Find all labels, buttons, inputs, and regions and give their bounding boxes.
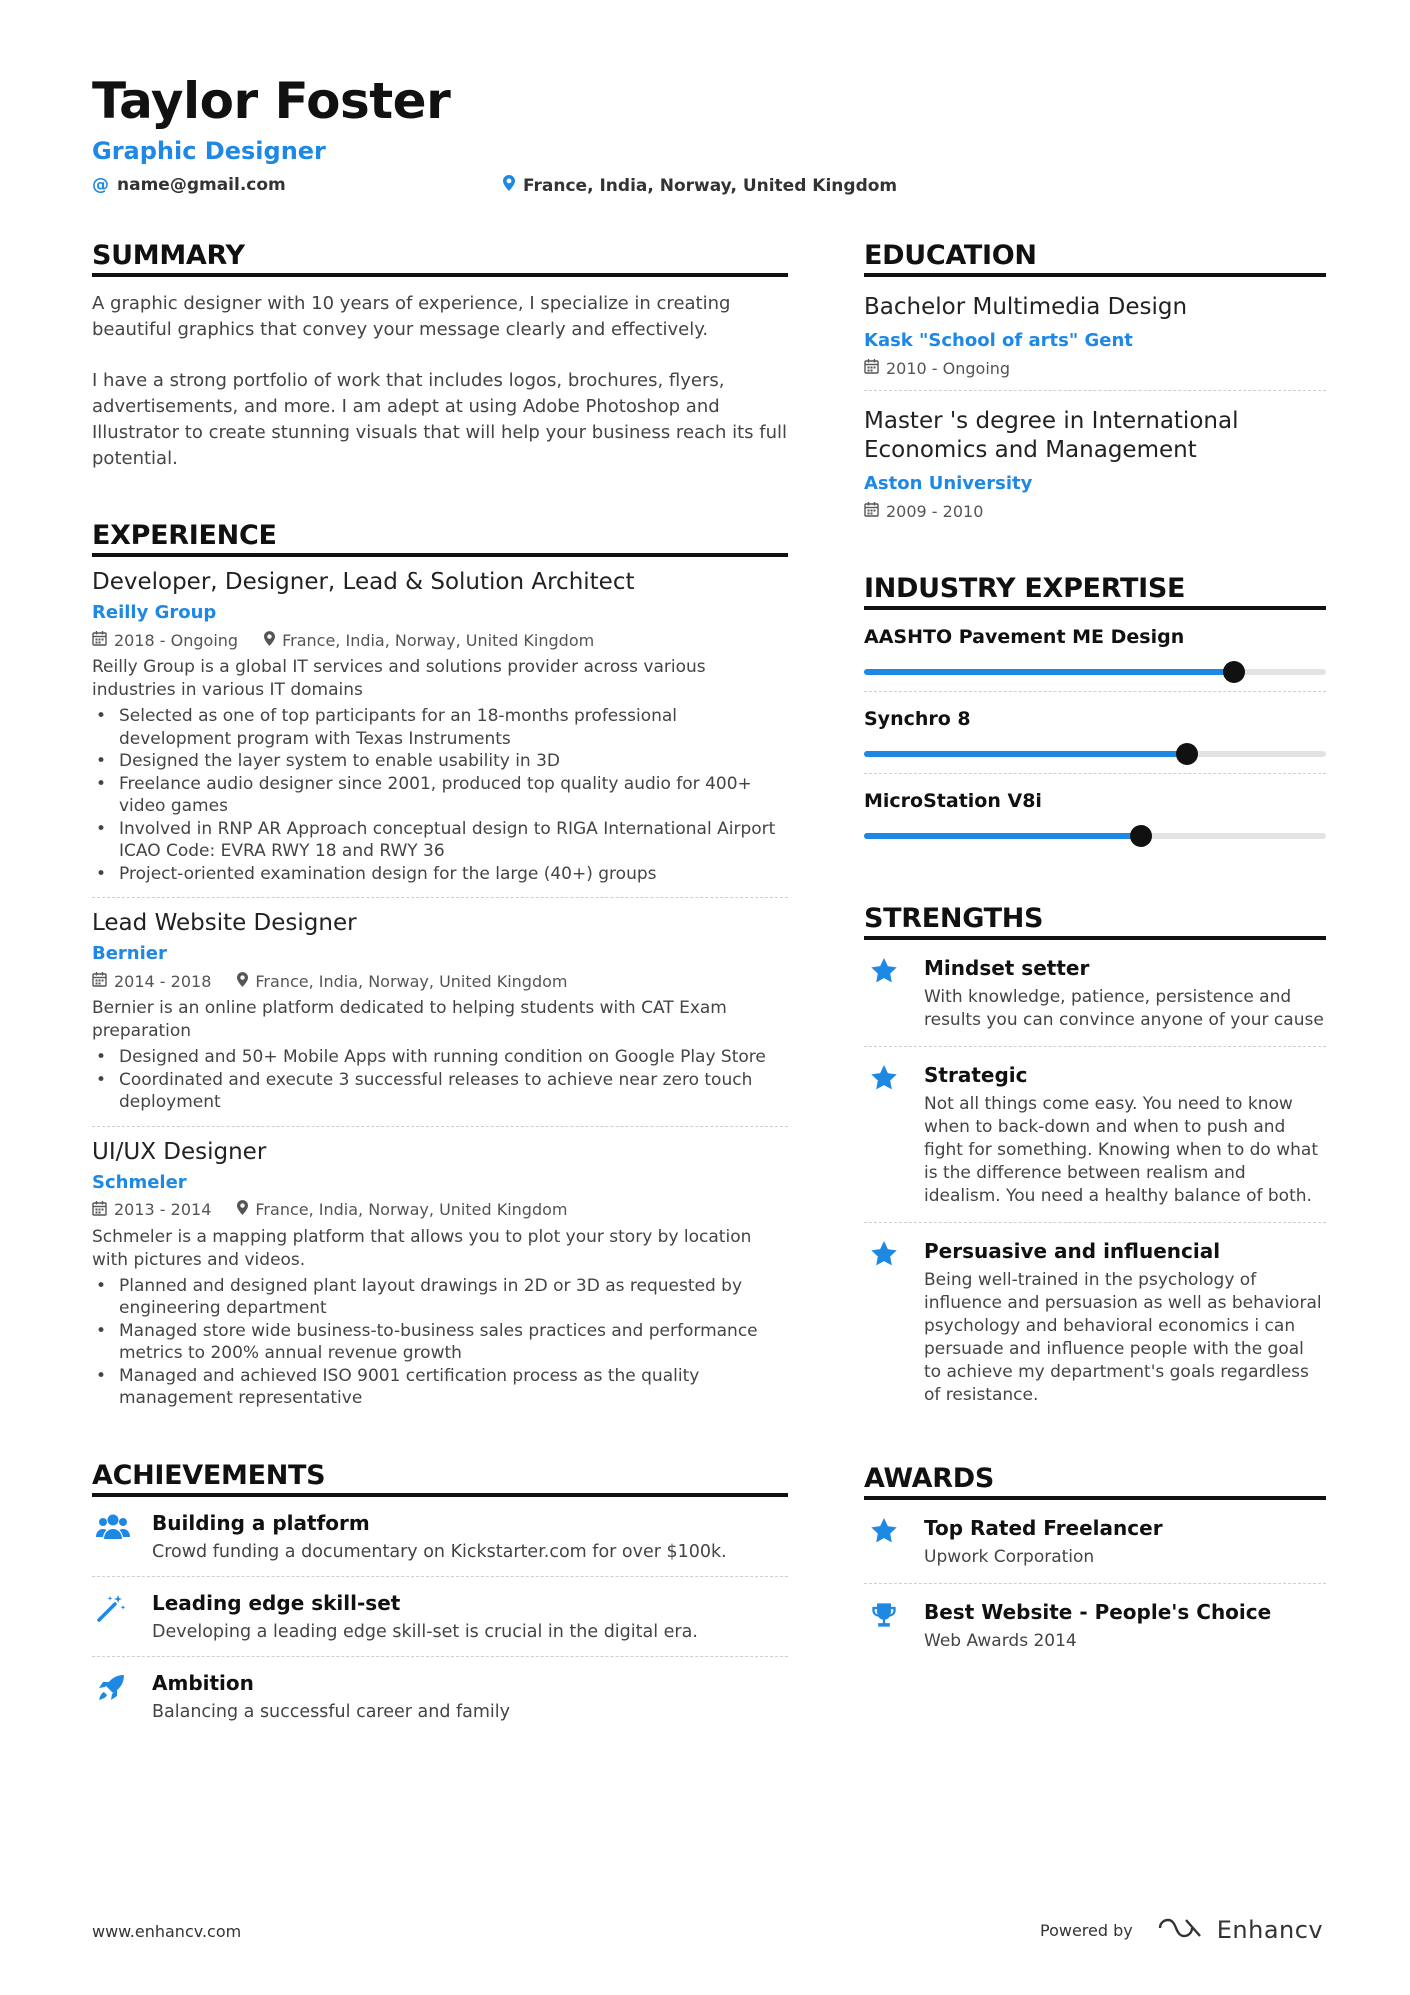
users-icon [92,1511,152,1562]
education-list [864,277,1326,533]
expertise-item [864,774,1326,855]
job-dates-text: 2013 - 2014 [114,1200,212,1219]
award-body [924,1516,1163,1569]
star-icon [864,1239,924,1407]
location-text: France, India, Norway, United Kingdom [523,175,898,196]
strength-description: Being well-trained in the psychology of influence and persuasion as well as behavioral psychology and behavioral economics i can persuade and influence people with the goal to achieve my department's goals regardless of resistance. [924,1270,1322,1405]
magic-wand-icon [92,1591,152,1642]
calendar-icon [92,971,107,991]
degree-title: Master 's degree in International Economics and Management [864,408,1239,463]
summary-section [92,240,788,472]
star-icon [864,1516,924,1569]
job-bullet: • Involved in RNP AR Approach conceptual design to RIGA International Airport ICAO Code: EVRA RWY 18 and RWY 36 [92,818,788,863]
award-body [924,1600,1271,1653]
expertise-bar-fill [864,833,1141,839]
achievement-item [92,1577,788,1657]
left-column [92,240,788,1736]
strengths-heading: STRENGTHS [864,903,1326,940]
awards-heading: AWARDS [864,1463,1326,1500]
experience-item [92,898,788,1127]
job-dates-text: 2014 - 2018 [114,971,212,991]
job-role: Developer, Designer, Lead & Solution Architect [92,569,635,595]
expertise-bar [864,833,1326,839]
education-dates-text: 2010 - Ongoing [886,358,1011,378]
education-item [864,391,1326,533]
expertise-bar [864,669,1326,675]
email-text[interactable]: name@gmail.com [117,175,286,195]
awards-list [864,1500,1326,1667]
education-dates [864,501,1326,521]
expertise-name: Synchro 8 [864,708,971,730]
calendar-icon [864,501,879,521]
job-description: Bernier is an online platform dedicated to helping students with CAT Exam preparation [92,998,727,1041]
job-bullets [92,705,788,885]
achievements-section [92,1460,788,1736]
strength-item [864,1223,1326,1421]
expertise-item [864,610,1326,692]
achievement-description: Developing a leading edge skill-set is crucial in the digital era. [152,1621,698,1642]
job-description: Schmeler is a mapping platform that allows you to plot your story by location with pictures and videos. [92,1226,752,1270]
enhancv-brand[interactable]: Enhancv [1216,1916,1324,1944]
calendar-icon [92,1200,107,1220]
expertise-list [864,610,1326,855]
rocket-icon [92,1671,152,1722]
expertise-bar-fill [864,751,1187,757]
strength-title: Strategic [924,1063,1028,1087]
calendar-icon [92,630,107,650]
school-name[interactable]: Kask "School of arts" Gent [864,330,1133,351]
strength-body [924,956,1326,1032]
education-item [864,277,1326,391]
award-item [864,1584,1326,1667]
job-bullet: • Freelance audio designer since 2001, produced top quality audio for 400+ video games [92,773,788,818]
degree-title: Bachelor Multimedia Design [864,294,1188,320]
job-bullet: • Designed and 50+ Mobile Apps with running condition on Google Play Store [92,1046,788,1069]
job-dates [92,630,238,650]
location-pin-icon [237,1200,248,1219]
job-meta [92,630,788,650]
achievement-title: Ambition [152,1670,254,1695]
strength-body [924,1063,1326,1208]
job-role: Lead Website Designer [92,910,357,936]
strength-item [864,940,1326,1047]
strength-description: Not all things come easy. You need to know when to back-down and when to push and fight for something. Knowing when to do what is the difference between realism and idealism. You need a healthy balance of both. [924,1094,1318,1206]
achievement-description: Crowd funding a documentary on Kickstarter.com for over $100k. [152,1541,727,1562]
expertise-name: MicroStation V8i [864,790,1042,812]
job-bullet: • Project-oriented examination design for the large (40+) groups [92,863,788,886]
job-bullets [92,1275,788,1410]
experience-heading: EXPERIENCE [92,520,788,557]
education-dates-text: 2009 - 2010 [886,501,984,521]
expertise-bar-knob [1223,661,1245,683]
job-location [237,972,567,991]
location-pin-icon [264,631,275,650]
experience-item [92,1127,788,1422]
job-dates-text: 2018 - Ongoing [114,630,239,650]
job-meta [92,971,788,991]
achievement-item [92,1497,788,1577]
job-bullet: • Selected as one of top participants for an 18-months professional development program with Texas Instruments [92,705,788,750]
experience-list [92,557,788,1422]
job-location [264,631,594,650]
company-name[interactable]: Schmeler [92,1171,187,1193]
job-dates [92,1200,211,1220]
candidate-name: Taylor Foster [92,72,451,130]
strength-item [864,1047,1326,1223]
job-location-text: France, India, Norway, United Kingdom [255,1200,568,1219]
education-section [864,240,1326,533]
job-dates [92,971,211,991]
achievement-title: Building a platform [152,1510,370,1535]
company-name[interactable]: Bernier [92,943,167,964]
expertise-bar-fill [864,669,1234,675]
achievements-list [92,1497,788,1736]
strength-title: Mindset setter [924,956,1090,980]
strengths-list [864,940,1326,1421]
summary-paragraph-1: A graphic designer with 10 years of experience, I specialize in creating beautiful graphics that convey your message clearly and effectively. [92,293,731,340]
job-bullets [92,1046,788,1114]
school-name[interactable]: Aston University [864,473,1033,494]
contact-location [503,175,897,196]
job-description: Reilly Group is a global IT services and solutions provider across various industries in various IT domains [92,657,706,700]
achievements-heading: ACHIEVEMENTS [92,1460,788,1497]
summary-heading: SUMMARY [92,240,788,277]
education-dates-wrap [864,501,983,521]
company-name[interactable]: Reilly Group [92,602,217,623]
summary-paragraph-2: I have a strong portfolio of work that includes logos, brochures, flyers, advertisements, and more. I am adept at using Adobe Photoshop and Illustrator to create stunning visuals that will help your business reach its full potential. [92,370,787,469]
expertise-item [864,692,1326,774]
expertise-heading: INDUSTRY EXPERTISE [864,573,1326,610]
enhancv-logo-icon [1157,1916,1203,1944]
expertise-name: AASHTO Pavement ME Design [864,626,1185,648]
education-heading: EDUCATION [864,240,1326,277]
strength-body [924,1239,1326,1407]
award-item [864,1500,1326,1584]
job-meta [92,1200,788,1220]
trophy-icon [864,1600,924,1653]
job-bullet: • Planned and designed plant layout drawings in 2D or 3D as requested by engineering department [92,1275,788,1320]
location-pin-icon [237,972,248,991]
expertise-bar-knob [1130,825,1152,847]
strength-title: Persuasive and influencial [924,1239,1221,1263]
job-location-text: France, India, Norway, United Kingdom [255,971,568,991]
right-column [864,240,1326,1667]
star-icon [864,956,924,1032]
award-description: Upwork Corporation [924,1547,1095,1567]
strengths-section [864,903,1326,1421]
job-bullet: • Designed the layer system to enable usability in 3D [92,750,788,773]
achievement-item [92,1657,788,1736]
achievement-body [152,1511,727,1562]
award-title: Top Rated Freelancer [924,1516,1163,1540]
awards-section [864,1463,1326,1667]
candidate-title: Graphic Designer [92,137,326,165]
education-dates-wrap [864,358,1010,378]
footer-website[interactable]: www.enhancv.com [92,1922,242,1941]
calendar-icon [864,358,879,378]
star-icon [864,1063,924,1208]
expertise-bar [864,751,1326,757]
location-pin-icon [503,175,515,196]
expertise-bar-knob [1176,743,1198,765]
contact-email [92,175,286,195]
achievement-body [152,1591,698,1642]
job-bullet: • Coordinated and execute 3 successful releases to achieve near zero touch deployment [92,1069,788,1114]
award-title: Best Website - People's Choice [924,1600,1272,1624]
job-location-text: France, India, Norway, United Kingdom [282,630,595,650]
powered-by-text: Powered by [1040,1920,1133,1940]
job-bullet: • Managed store wide business-to-business sales practices and performance metrics to 200% annual revenue growth [92,1320,788,1365]
experience-item [92,557,788,898]
at-icon: @ [92,175,109,195]
award-description: Web Awards 2014 [924,1631,1077,1651]
education-dates [864,358,1326,378]
job-role: UI/UX Designer [92,1138,267,1165]
job-bullet: • Managed and achieved ISO 9001 certification process as the quality management representative [92,1365,788,1410]
strength-description: With knowledge, patience, persistence and results you can convince anyone of your cause [924,987,1324,1030]
achievement-title: Leading edge skill-set [152,1590,401,1615]
expertise-section [864,573,1326,855]
achievement-description: Balancing a successful career and family [152,1701,511,1722]
achievement-body [152,1671,510,1722]
job-location [237,1200,567,1219]
footer-branding [1040,1916,1323,1944]
experience-section [92,520,788,1422]
